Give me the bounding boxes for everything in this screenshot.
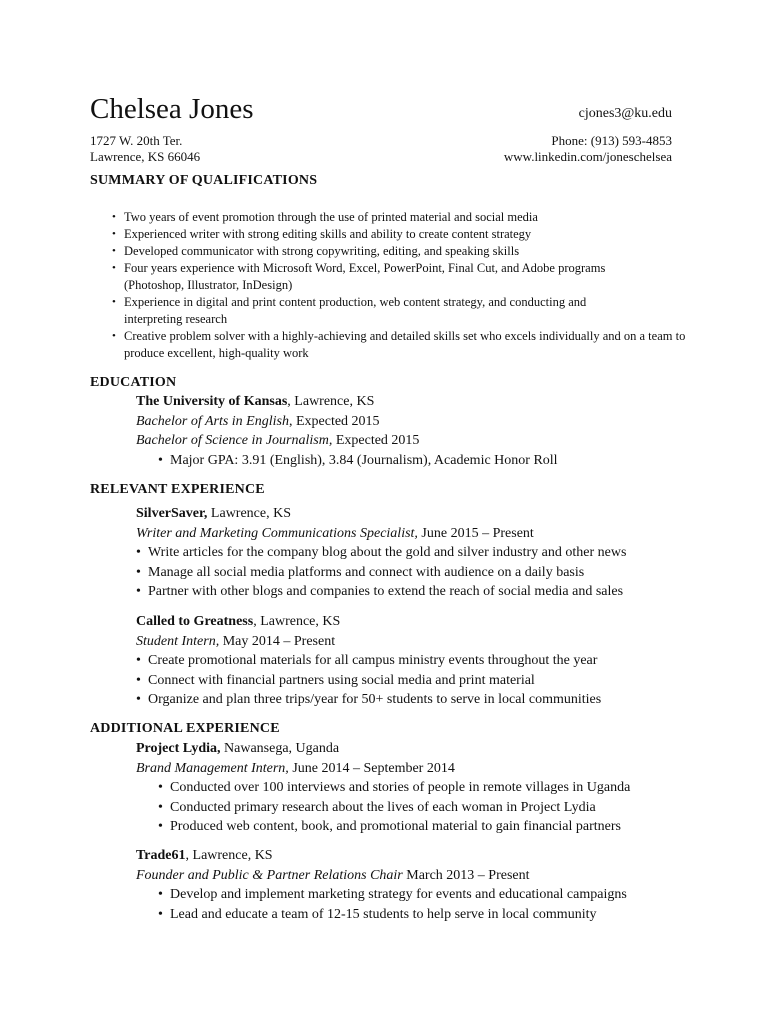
job-role: Founder and Public & Partner Relations Chair — [136, 867, 403, 883]
job-location: Nawansega, Uganda — [220, 741, 340, 756]
list-item: • Develop and implement marketing strategy for events and educational campaigns — [158, 885, 627, 905]
school-location: , Lawrence, KS — [287, 394, 375, 409]
candidate-name: Chelsea Jones — [90, 93, 254, 125]
job-dates: March 2013 – Present — [402, 867, 530, 883]
list-item: • Write articles for the company blog about the gold and silver industry and other news — [136, 543, 626, 563]
job-role-line — [136, 866, 627, 886]
job-location: , Lawrence, KS — [185, 848, 273, 863]
list-item: • Conducted primary research about the lives of each woman in Project Lydia — [158, 798, 630, 818]
school-line — [136, 392, 558, 412]
job-role-line — [136, 632, 601, 652]
additional-experience-heading: ADDITIONAL EXPERIENCE — [90, 721, 280, 736]
education-heading: EDUCATION — [90, 375, 177, 390]
job-org: Called to Greatness — [136, 614, 254, 629]
degree-line-1 — [136, 412, 558, 432]
job-location: , Lawrence, KS — [253, 614, 341, 629]
address-line-1: 1727 W. 20th Ter. — [90, 133, 183, 148]
job-role-line — [136, 524, 626, 544]
list-item: • Produced web content, book, and promotional material to gain financial partners — [158, 817, 630, 837]
relevant-experience-heading: RELEVANT EXPERIENCE — [90, 482, 265, 497]
list-item: • Major GPA: 3.91 (English), 3.84 (Journalism), Academic Honor Roll — [158, 451, 558, 471]
education-entry — [136, 392, 558, 470]
list-item: • Conducted over 100 interviews and stories of people in remote villages in Uganda — [158, 778, 630, 798]
job-bullets — [158, 778, 630, 837]
list-item: • Connect with financial partners using social media and print material — [136, 671, 601, 691]
job-role-line — [136, 759, 630, 779]
list-item: • Experience in digital and print content production, web content strategy, and conducting and interpreting research — [108, 294, 624, 328]
job-org: Project Lydia, — [136, 741, 221, 756]
job-dates: June 2015 – Present — [417, 525, 534, 541]
list-item: • Developed communicator with strong copywriting, editing, and speaking skills — [108, 243, 688, 260]
job-dates: June 2014 – September 2014 — [288, 760, 455, 776]
summary-heading: SUMMARY OF QUALIFICATIONS — [90, 173, 318, 188]
mailing-address — [90, 133, 200, 165]
job-entry — [136, 739, 630, 837]
degree-1: Bachelor of Arts in English — [136, 413, 289, 429]
job-role: Brand Management Intern, — [136, 760, 289, 776]
contact-info — [504, 133, 672, 165]
list-item: • Create promotional materials for all campus ministry events throughout the year — [136, 651, 601, 671]
job-location: Lawrence, KS — [207, 506, 291, 521]
summary-list — [108, 209, 688, 362]
job-entry — [136, 504, 626, 602]
address-line-2: Lawrence, KS 66046 — [90, 149, 201, 164]
degree-1-date: , Expected 2015 — [288, 413, 380, 429]
job-role: Student Intern, — [136, 633, 220, 649]
school-name: The University of Kansas — [136, 394, 288, 409]
job-bullets — [136, 651, 601, 710]
list-item: • Experienced writer with strong editing skills and ability to create content strategy — [108, 226, 688, 243]
education-bullets — [158, 451, 558, 471]
job-bullets — [136, 543, 626, 602]
degree-2: Bachelor of Science in Journalism, — [136, 433, 333, 448]
job-dates: May 2014 – Present — [219, 633, 336, 649]
list-item: • Two years of event promotion through the use of printed material and social media — [108, 209, 688, 226]
list-item: • Organize and plan three trips/year for 50+ students to serve in local communities — [136, 690, 601, 710]
linkedin-url: www.linkedin.com/joneschelsea — [503, 149, 672, 164]
degree-line-2 — [136, 431, 558, 451]
job-org-line — [136, 504, 626, 524]
degree-2-date: Expected 2015 — [332, 433, 420, 448]
job-org-line — [136, 612, 601, 632]
job-org-line — [136, 846, 627, 866]
list-item: • Partner with other blogs and companies to extend the reach of social media and sales — [136, 582, 626, 602]
job-entry — [136, 846, 627, 924]
email-address: cjones3@ku.edu — [578, 106, 672, 121]
job-entry — [136, 612, 601, 710]
job-org: Trade61 — [136, 848, 186, 863]
job-bullets — [158, 885, 627, 924]
list-item: • Creative problem solver with a highly-achieving and detailed skills set who excels individually and on a team to produce excellent, high-quality work — [108, 328, 689, 362]
phone-number: Phone: (913) 593-4853 — [551, 133, 672, 148]
list-item: • Lead and educate a team of 12-15 students to help serve in local community — [158, 905, 627, 925]
list-item: • Manage all social media platforms and connect with audience on a daily basis — [136, 563, 626, 583]
job-org: SilverSaver, — [136, 506, 208, 521]
job-org-line — [136, 739, 630, 759]
job-role: Writer and Marketing Communications Specialist, — [136, 525, 418, 541]
list-item: • Four years experience with Microsoft Word, Excel, PowerPoint, Final Cut, and Adobe programs (Photoshop, Illustrator, InDesign) — [108, 260, 664, 294]
